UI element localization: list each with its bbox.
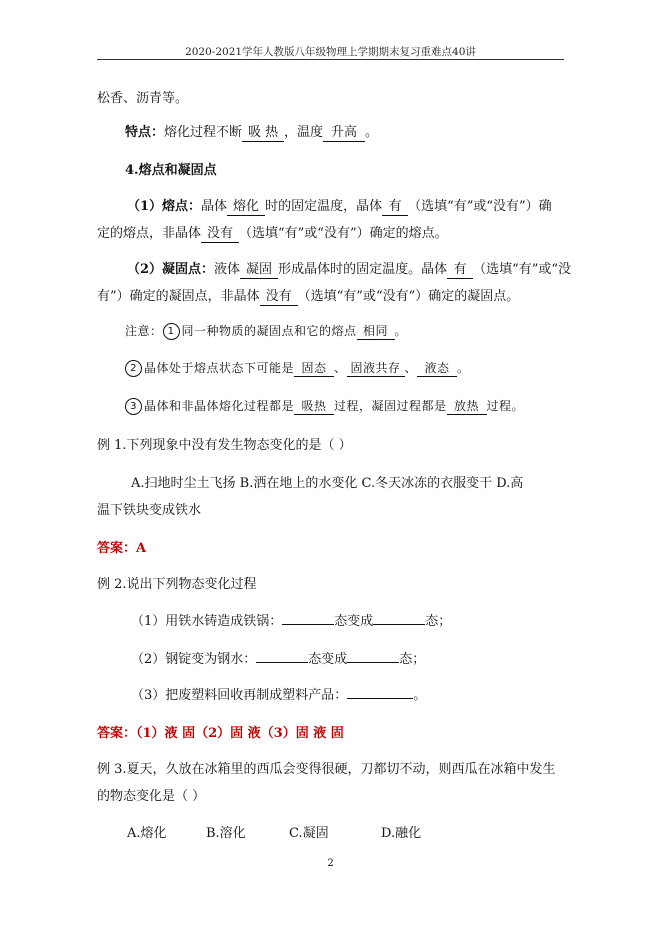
answer-blank: 放热 (447, 400, 487, 415)
answer-blank: 熔化 (227, 200, 265, 216)
note-line-2: 2 晶体处于熔点状态下可能是 固态 、 固液共存 、 液态 。 (125, 359, 470, 377)
fill-blank (373, 612, 425, 625)
example-1-options: A.扫地时尘土飞扬 B.洒在地上的水变化 C.冬天冰冻的衣服变干 D.高 (131, 476, 524, 491)
circle-number: 1 (163, 323, 180, 340)
example-2-item-2: （2）钢锭变为钢水： 态变成 态； (131, 652, 426, 667)
answer-blank: 凝固 (240, 263, 278, 279)
answer-blank: 有 (382, 200, 408, 216)
answer-blank: 相同 (357, 325, 395, 340)
circle-number: 3 (125, 398, 142, 415)
example-2-item-3: （3）把废塑料回收再制成塑料产品： 。 (131, 688, 427, 703)
melting-label: （1）熔点： (127, 199, 202, 214)
example-3-option-d: D.融化 (381, 826, 422, 841)
text-line: 松香、沥青等。 (97, 91, 189, 106)
answer-blank: 没有 (260, 290, 298, 306)
example-2-answer: 答案：（1）液 固（2）固 液（3）固 液 固 (97, 726, 344, 741)
answer-blank: 升高 (323, 126, 365, 142)
fill-blank (347, 686, 413, 699)
section-heading: 4.熔点和凝固点 (125, 163, 217, 178)
answer-blank: 液态 (417, 362, 457, 377)
fill-blank (347, 650, 399, 663)
example-1-options-cont: 温下铁块变成铁水 (97, 503, 202, 518)
example-2-item-1: （1）用铁水铸造成铁锅： 态变成 态； (131, 614, 452, 629)
page-header: 2020-2021学年人教版八年级物理上学期期末复习重难点40讲 (185, 46, 476, 58)
example-1-question: 例 1.下列现象中没有发生物态变化的是（ ） (97, 438, 352, 453)
page-number: 2 (327, 858, 334, 869)
example-3-option-c: C.凝固 (289, 826, 329, 841)
example-3-question: 例 3.夏天，久放在冰箱里的西瓜会变得很硬，刀都切不动，则西瓜在冰箱中发生 (97, 762, 556, 777)
fill-blank (282, 612, 334, 625)
feature-label: 特点： (125, 125, 165, 140)
answer-blank: 吸热 (294, 400, 334, 415)
example-3-question-cont: 的物态变化是（ ） (97, 789, 206, 804)
fill-blank (256, 650, 308, 663)
example-2-question: 例 2.说出下列物态变化过程 (97, 577, 257, 592)
header-rule (97, 59, 564, 60)
example-3-option-b: B.溶化 (206, 826, 246, 841)
answer-blank: 没有 (201, 227, 239, 243)
melting-line-1: （1）熔点：晶体 熔化 时的固定温度，晶体 有 （选填“有”或“没有”）确 (127, 199, 552, 214)
answer-blank: 有 (447, 263, 473, 279)
example-3-option-a: A.熔化 (127, 826, 167, 841)
freezing-line-1: （2）凝固点：液体 凝固 形成晶体时的固定温度。晶体 有 （选填“有”或“没 (127, 262, 572, 277)
note-line-1: 注意： 1 同一种物质的凝固点和它的熔点 相同 。 (125, 324, 408, 338)
feature-line: 特点：熔化过程不断 吸 热 ，温度 升高 。 (125, 125, 379, 140)
note-label: 注意： (125, 324, 163, 338)
example-1-answer: 答案：A (97, 541, 147, 556)
answer-blank: 吸 热 (242, 126, 284, 142)
freezing-label: （2）凝固点： (127, 262, 215, 277)
freezing-line-2: 有”）确定的凝固点，非晶体 没有 （选填“有”或“没有”）确定的凝固点。 (97, 289, 520, 304)
melting-line-2: 定的熔点，非晶体 没有 （选填“有”或“没有”）确定的熔点。 (97, 226, 448, 241)
answer-blank: 固液共存 (347, 362, 405, 377)
circle-number: 2 (125, 360, 142, 377)
note-line-3: 3 晶体和非晶体熔化过程都是 吸热 过程，凝固过程都是 放热 过程。 (125, 397, 524, 415)
answer-blank: 固态 (294, 362, 334, 377)
